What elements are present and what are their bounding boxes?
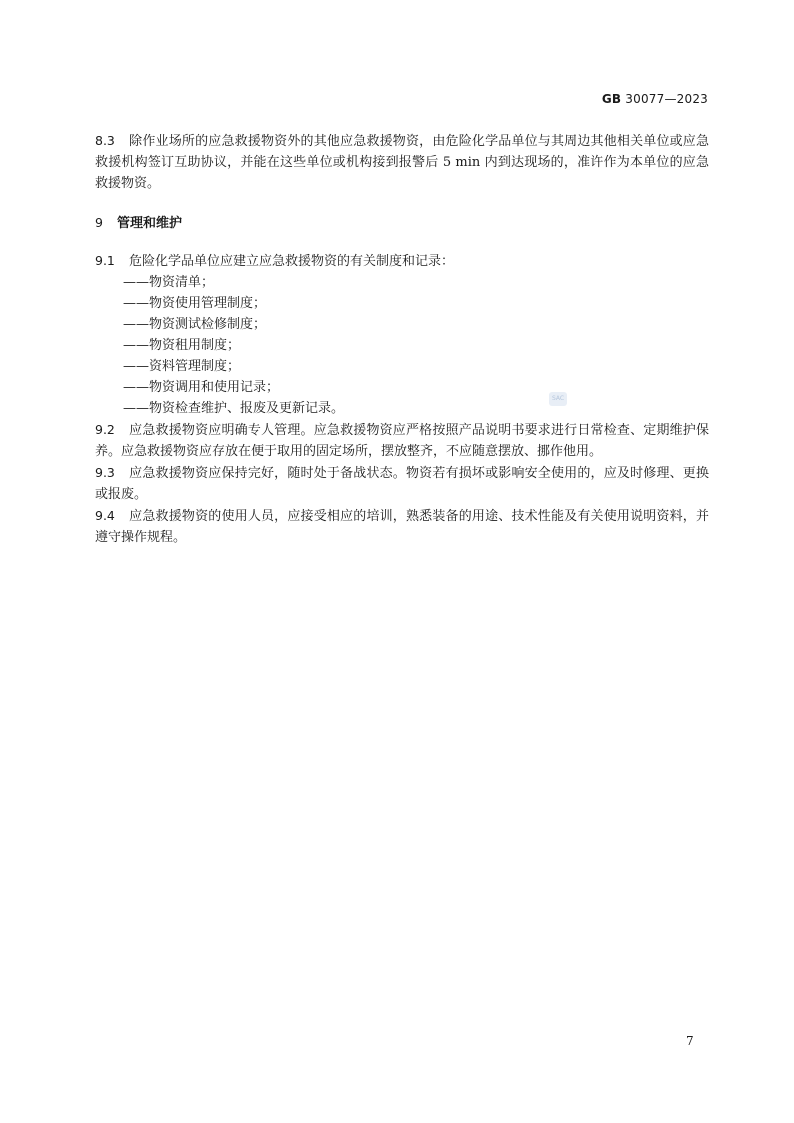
clause-text: 除作业场所的应急救援物资外的其他应急救援物资，由危险化学品单位与其周边其他相关单位或应急救援机构签订互助协议，并能在这些单位或机构接到报警后 5 min 内到达现场的，准许作为本单位的应急救援物资。	[95, 134, 709, 191]
clause-text: 应急救援物资应明确专人管理。应急救援物资应严格按照产品说明书要求进行日常检查、定期维护保养。应急救援物资应存放在便于取用的固定场所，摆放整齐，不应随意摆放、挪作他用。	[95, 423, 709, 459]
clause-text: 危险化学品单位应建立应急救援物资的有关制度和记录：	[129, 254, 455, 269]
list-item: ——物资检查维护、报废及更新记录。	[123, 401, 345, 416]
clause-9-4	[95, 505, 709, 548]
clause-text: 应急救援物资应保持完好，随时处于备战状态。物资若有损坏或影响安全使用的，应及时修理、更换或报废。	[95, 466, 709, 502]
page-number: 7	[686, 1034, 694, 1048]
sac-watermark: SAC	[549, 392, 567, 406]
list-item: ——物资使用管理制度；	[123, 296, 267, 311]
list-item: ——资料管理制度；	[123, 359, 241, 374]
section-number: 9	[95, 215, 103, 230]
clause-8-3	[95, 130, 709, 194]
clause-9-1	[95, 250, 709, 272]
list-item: ——物资租用制度；	[123, 338, 241, 353]
clause-9-2	[95, 419, 709, 462]
clause-number: 9.3	[95, 465, 115, 480]
list-item: ——物资调用和使用记录；	[123, 380, 280, 395]
clause-9-3	[95, 462, 709, 505]
clause-text: 应急救援物资的使用人员，应接受相应的培训，熟悉装备的用途、技术性能及有关使用说明资料，并遵守操作规程。	[95, 509, 709, 545]
standard-number: 30077—2023	[625, 92, 708, 106]
clause-number: 9.2	[95, 422, 115, 437]
clause-number: 8.3	[95, 133, 115, 148]
list-item: ——物资测试检修制度；	[123, 317, 267, 332]
clause-number: 9.4	[95, 508, 115, 523]
clause-number: 9.1	[95, 253, 115, 268]
section-heading-9	[95, 212, 709, 234]
document-body	[95, 130, 709, 548]
section-title: 管理和维护	[117, 216, 183, 231]
standard-code: GB	[601, 92, 622, 106]
list-item: ——物资清单；	[123, 275, 215, 290]
records-list	[95, 272, 709, 419]
document-header	[602, 92, 708, 106]
